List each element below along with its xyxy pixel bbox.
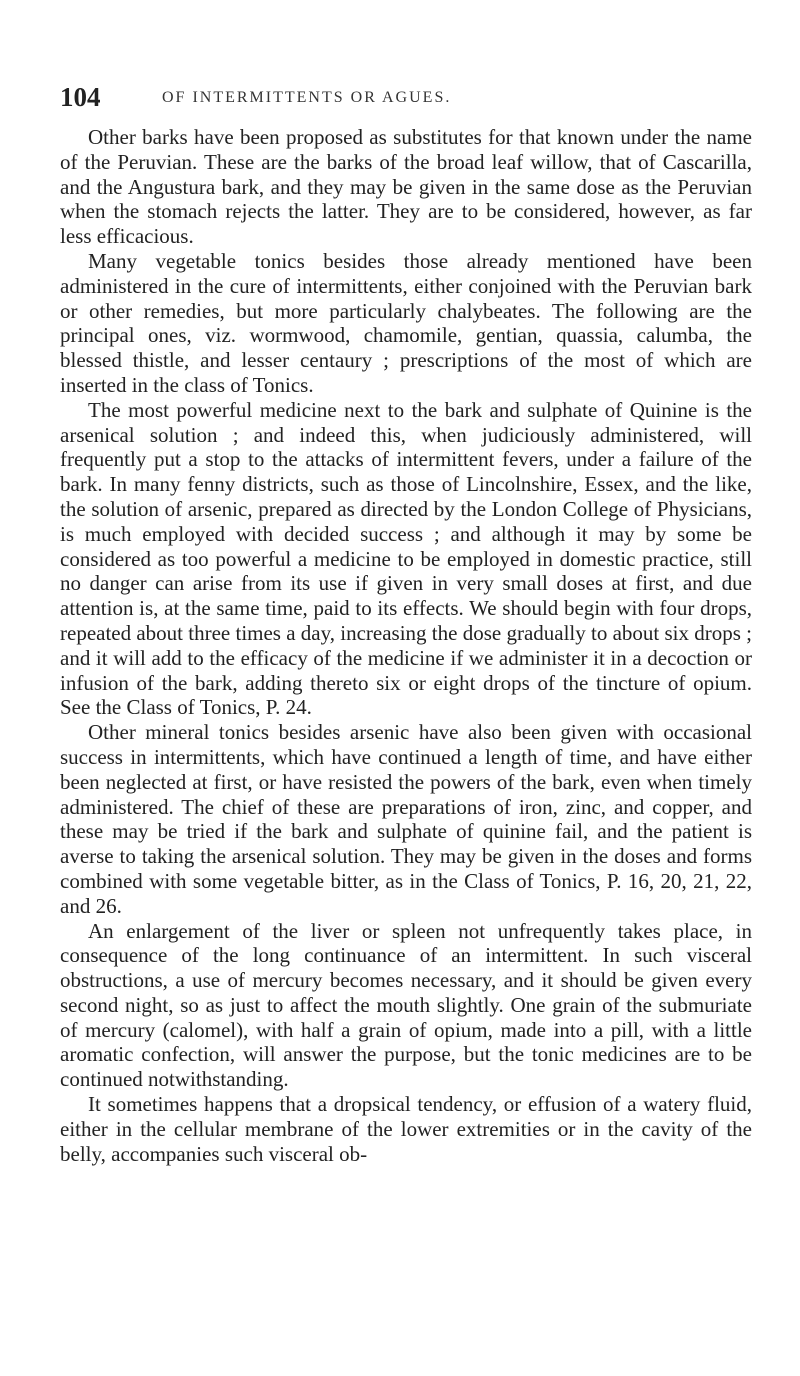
paragraph-vegetable-tonics: Many vegetable tonics besides those already mentioned have been administered in the cure of intermittents, either conjoined with the Peruvian bark or other remedies, but more particularly chalybeates. The following are the principal ones, viz. wormwood, chamomile, gentian, quassia, calumba, the blessed thistle, and lesser centaury ; prescriptions of the most of which are inserted in the class of Tonics. [60,248,752,397]
page-header [60,80,740,120]
paragraph-arsenical-solution: The most powerful medicine next to the bark and sulphate of Quinine is the arsenical solution ; and indeed this, when judiciously administered, will frequently put a stop to the attacks of intermittent fevers, under a failure of the bark. In many fenny districts, such as those of Lincolnshire, Essex, and the like, the solution of arsenic, prepared as directed by the London College of Physicians, is much employed with decided success ; and although it may by some be considered as too powerful a medicine to be employed in domestic practice, still no danger can arise from its use if given in very small doses at first, and due attention is, at the same time, paid to its effects. We should begin with four drops, repeated about three times a day, increasing the dose gradually to about six drops ; and it will add to the efficacy of the medicine if we administer it in a decoction or infusion of the bark, adding thereto six or eight drops of the tincture of opium. See the Class of Tonics, P. 24. [60,397,753,720]
paragraph-visceral-obstructions: An enlargement of the liver or spleen not unfrequently takes place, in consequence of the long continuance of an intermittent. In such visceral obstructions, a use of mercury becomes necessary, and it should be given every second night, so as just to affect the mouth slightly. One grain of the submuriate of mercury (calomel), with half a grain of opium, made into a pill, with a little aromatic confection, will answer the purpose, but the tonic medicines are to be continued notwithstanding. [60,918,752,1092]
paragraph-mineral-tonics: Other mineral tonics besides arsenic have also been given with occasional success in intermittents, which have continued a length of time, and have either been neglected at first, or have resisted the powers of the bark, even when timely administered. The chief of these are preparations of iron, zinc, and copper, and these may be tried if the bark and sulphate of quinine fail, and the patient is averse to taking the arsenical solution. They may be given in the doses and forms combined with some vegetable bitter, as in the Class of Tonics, P. 16, 20, 21, 22, and 26. [60,720,752,918]
body-text [60,125,752,1166]
paragraph-dropsical-tendency: It sometimes happens that a dropsical tendency, or effusion of a watery fluid, either in the cellular membrane of the lower extremities or in the cavity of the belly, accompanies such visceral ob- [60,1092,752,1166]
paragraph-other-barks: Other barks have been proposed as substitutes for that known under the name of the Peruvian. These are the barks of the broad leaf willow, that of Cascarilla, and the Angustura bark, and they may be given in the same dose as the Peruvian when the stomach rejects the latter. They are to be considered, however, as far less efficacious. [60,125,752,249]
page-number: 104 [60,82,101,112]
running-head: OF INTERMITTENTS OR AGUES. [162,89,452,106]
